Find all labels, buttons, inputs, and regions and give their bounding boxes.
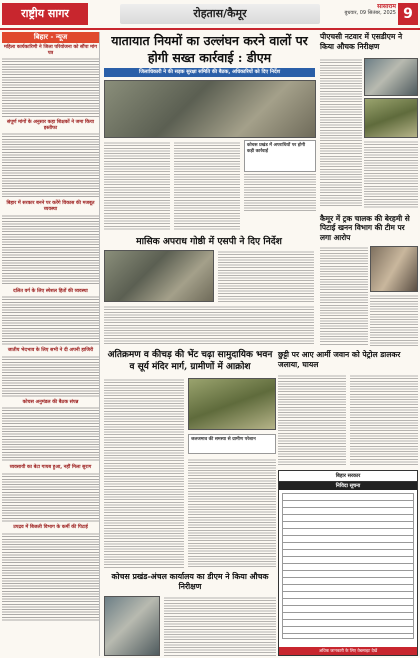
center-story1-body xyxy=(218,250,314,302)
brief-body xyxy=(2,57,99,117)
center-callout: जलजमाव की समस्या से ग्रामीण परेशान xyxy=(188,434,276,454)
lead-body-col1 xyxy=(104,141,170,231)
right-body-b xyxy=(364,140,418,208)
lead-subline: जिलाधिकारी ने की सड़क सुरक्षा समिति की बैठक, अधिकारियों को दिए निर्देश xyxy=(104,68,315,77)
lead-callout: कोचस प्रखंड में अपराधियों पर होगी कड़ी कार्रवाई xyxy=(244,140,316,172)
edition-info xyxy=(344,3,396,17)
brief-body xyxy=(2,532,99,622)
page-number: 9 xyxy=(398,3,418,25)
bottom-story xyxy=(104,572,276,592)
news-brief xyxy=(2,348,99,397)
lead-photo xyxy=(104,80,316,138)
brief-body xyxy=(2,295,99,345)
right-story2-body2 xyxy=(370,294,418,346)
center-story1-headline: मासिक अपराध गोष्ठी में एसपी ने दिए निर्देश xyxy=(136,236,282,247)
right-story2-headline: कैमूर में ट्रक चालक की बेरहमी से पिटाई खनन विभाग की टीम पर लगा आरोप xyxy=(320,214,410,242)
newspaper-brand: राष्ट्रीय सागर xyxy=(2,3,88,25)
right-news-column xyxy=(320,32,418,51)
brief-headline: दलित वर्ग के लिए स्पेशल हितों की व्यवस्था xyxy=(13,288,88,294)
left-column-band: बिहार - न्यूज xyxy=(2,32,99,43)
right-photo-2 xyxy=(364,98,418,138)
news-brief xyxy=(2,289,99,346)
ad-table xyxy=(282,493,414,639)
news-brief xyxy=(2,45,99,117)
left-news-column xyxy=(2,32,100,656)
masthead-rule xyxy=(0,28,420,30)
center-story2-photo xyxy=(188,378,276,430)
right-body-a xyxy=(320,58,362,208)
brief-body xyxy=(2,472,99,522)
masthead xyxy=(0,0,420,28)
right-photo xyxy=(364,58,418,96)
lead-body-col2 xyxy=(174,141,240,231)
brief-headline: व्यवसायी का बेटा गायब हुआ, नहीं मिला सुराग xyxy=(9,465,92,471)
brief-headline: उपद्रव में बिजली विभाग के कर्मी की पिटाई xyxy=(13,524,88,530)
news-brief xyxy=(2,525,99,622)
news-brief xyxy=(2,465,99,522)
right-headline: पीएचसी नटवार में एसडीएम ने किया औचक निरीक्षण xyxy=(320,32,403,51)
brief-headline: बिहार में सरकार बनने पर करेंगे विकास की मजबूत व्यवस्था xyxy=(6,201,95,212)
right-story3-headline: छुट्टी पर आए आर्मी जवान को पेट्रोल डालकर जलाया, घायल xyxy=(278,350,401,369)
tender-notice-ad xyxy=(278,470,418,656)
ad-title: निविदा सूचना xyxy=(279,482,417,490)
right-story2-photo xyxy=(370,246,418,292)
brief-headline: महिला कार्यकारिणी ने जिला परियोजना को सौंपा मांग पत्र xyxy=(4,45,97,56)
center-story2-headline: अतिक्रमण व कीचड़ की भेंट चढ़ा सामुदायिक भवन व सूर्य मंदिर मार्ग, ग्रामीणों में आक्रोश xyxy=(107,350,273,372)
right-story2-body xyxy=(320,246,368,346)
ad-office: बिहार सरकार xyxy=(279,471,417,482)
lead-headline: यातायात नियमों का उल्लंघन करने वालों पर होगी सख्त कार्रवाई : डीएम xyxy=(111,33,308,65)
edition-city: सासाराम xyxy=(377,3,396,10)
right-story3-body xyxy=(278,374,346,466)
bottom-headline: कोचस प्रखंड-अंचल कार्यालय का डीएम ने किया औचक निरीक्षण xyxy=(111,572,269,591)
brief-body xyxy=(2,132,99,198)
news-brief xyxy=(2,201,99,285)
center-story1-body2 xyxy=(104,305,314,345)
bottom-body xyxy=(164,596,276,656)
brief-headline: जातीय भेदभाव के लिए सभी ने दी अपनी हाजिरी xyxy=(7,348,94,354)
edition-date: बुधवार, 09 सितंबर, 2025 xyxy=(344,10,396,16)
news-brief xyxy=(2,120,99,198)
brief-body xyxy=(2,214,99,286)
center-story1-photo xyxy=(104,250,214,302)
brief-body xyxy=(2,355,99,397)
news-brief xyxy=(2,400,99,463)
ad-footer: अधिक जानकारी के लिए वेबसाइट देखें xyxy=(279,647,417,655)
brief-body xyxy=(2,406,99,462)
center-story2-body2 xyxy=(188,458,276,568)
bottom-photo xyxy=(104,596,160,656)
brief-headline: संपूर्ण मांगों के अनुसार कहा शिक्षकों ने जमा किया इस्तीफा xyxy=(7,120,94,131)
center-story2-body xyxy=(104,378,184,568)
section-title: रोहतास/कैमूर xyxy=(120,4,320,24)
right-story3-body2 xyxy=(350,374,418,466)
brief-headline: कोचस अनुमंडल की बैठक संपन्न xyxy=(22,399,79,405)
